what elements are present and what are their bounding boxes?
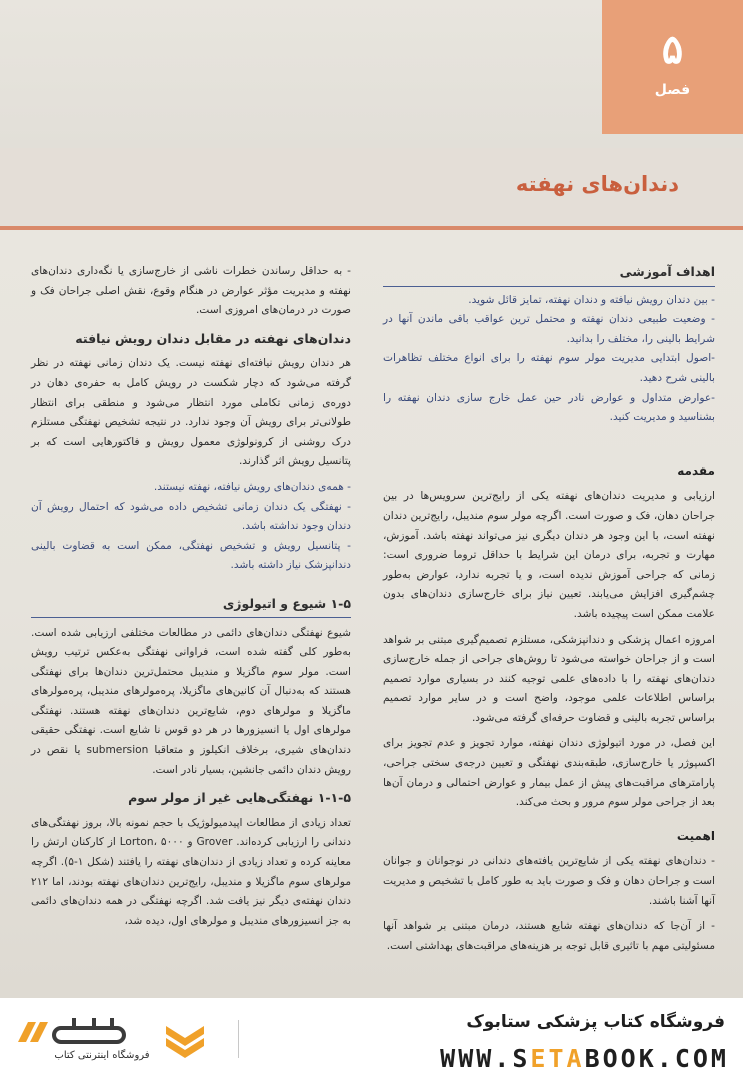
objectives-heading: اهداف آموزشی xyxy=(383,262,715,287)
url-accent: ETA xyxy=(530,1044,585,1073)
section-1-heading: ۱-۵ شیوع و اتیولوژی xyxy=(31,594,351,618)
importance-paragraph: - دندان‌های نهفته یکی از شایع‌ترین یافته‌های دندانی در نوجوانان و جوانان است و جراحان دهان و فک و صورت باید به طور کامل با تشخیص و مدیریت آنها آشنا باشند. xyxy=(383,855,715,907)
right-column xyxy=(383,262,715,962)
left-intro-paragraph: - به حداقل رساندن خطرات ناشی از خارج‌سازی یا نگه‌داری دندان‌های نهفته و مدیریت مؤثر عوارض در هنگام وقوع، نقش اصلی جراحان فک و صورت در درمان‌های امروزی است. xyxy=(31,265,351,317)
intro-paragraph: امروزه اعمال پزشکی و دندانپزشکی، مستلزم تصمیم‌گیری مبتنی بر شواهد است و از جراحان خواسته می‌شود تا روش‌های جراحی از جمله خارج‌سازی دندان‌های نهفته را با داده‌های علمی توجیه کنند در بسیاری موارد تصمیم براساس اطلاعات علمی موجود، واضح است و در سایر موارد تصمیم براساس تجربه بالینی و قضاوت حرفه‌ای گرفته می‌شود. xyxy=(383,633,715,724)
objective-item: -عوارض متداول و عوارض نادر حین عمل خارج سازی دندان نهفته را بشناسید و مدیریت کنید. xyxy=(383,391,715,424)
logo-subtitle: فروشگاه اینترنتی کتاب xyxy=(54,1050,150,1061)
objective-item: -اصول ابتدایی مدیریت مولر سوم نهفته را برای انواع مختلف تظاهرات بالینی شرح دهید. xyxy=(383,352,715,384)
section-1-paragraph: شیوع نهفتگی دندان‌های دائمی در مطالعات مختلفی ارزیابی شده است. به‌طور کلی گفته شده است، فراوانی نهفتگی به‌عکس ترتیب رویش است. مولر سوم ماگزیلا و مندیبل محتمل‌ترین دندان‌ها برای نهفتگی هستند که به‌دنبال آن کانین‌های ماگزیلا، پره‌مولرهای مندیبل، پره‌مولرهای ماگزیلا و مولرهای دوم، شایع‌ترین دندان‌های نهفته هستند. نهفتگی مولرهای اول یا انسیزورها در هر دو قوس نا شایع است. نهفتگی حقیقی دندان‌های شیری، برخلاف انکیلوز و متعاقبا submersion یا نقص در رویش دندان دائمی جانشین، بسیار نادر است. xyxy=(31,626,351,776)
title-bar xyxy=(0,148,743,230)
bullet-item: - نهفتگی یک دندان زمانی تشخیص داده می‌شود که احتمال رویش آن دندان وجود نداشته باشد. xyxy=(31,500,351,533)
importance-paragraph: - از آن‌جا که دندان‌های نهفته شایع هستند، درمان مبتنی بر شواهد آنها مسئولیتی مهم با تاثیری قابل توجه بر هزینه‌های مراقبت‌های بهداشتی است. xyxy=(383,920,715,952)
chapter-tab xyxy=(602,0,743,134)
importance-heading: اهمیت xyxy=(676,828,715,843)
left-column xyxy=(31,262,351,937)
chapter-label: فصل xyxy=(654,82,691,98)
footer-divider xyxy=(238,1020,239,1058)
objective-item: - بین دندان رویش نیافته و دندان نهفته، تمایز قائل شوید. xyxy=(468,293,715,306)
setabook-logo[interactable] xyxy=(14,1012,219,1068)
unerupted-bullets xyxy=(31,478,351,576)
objectives-list xyxy=(383,291,715,428)
chevron-book-icon xyxy=(164,1020,206,1060)
setabook-logo-icon xyxy=(14,1014,134,1050)
store-footer xyxy=(0,998,743,1080)
intro-paragraph: این فصل، در مورد اتیولوژی دندان نهفته، موارد تجویز و عدم تجویز برای اکسپوژر یا خارج‌سازی، طبقه‌بندی نهفتگی و تعیین درجه‌ی سختی جراحی، پارامترهای مراقبت‌های پیش از عمل بیمار و عوارض احتمالی و درمان آن‌ها بعد از جراحی مولر سوم مرور و بحث می‌کند. xyxy=(383,737,715,809)
section-1-1-heading: ۱-۱-۵ نهفتگی‌هایی غیر از مولر سوم xyxy=(128,790,351,806)
store-name: فروشگاه کتاب پزشکی ستابوک xyxy=(466,1012,725,1032)
chapter-number: ۵ xyxy=(661,26,684,73)
store-url[interactable] xyxy=(440,1044,729,1073)
bullet-item: - پتانسیل رویش و تشخیص نهفتگی، ممکن است به قضاوت بالینی دندانپزشک نیاز داشته باشد. xyxy=(31,539,351,572)
chapter-title: دندان‌های نهفته xyxy=(515,172,679,196)
unerupted-heading: دندان‌های نهفته در مقابل دندان رویش نیافته xyxy=(75,330,351,346)
intro-paragraph: ارزیابی و مدیریت دندان‌های نهفته یکی از رایج‌ترین سرویس‌ها در بین جراحان دهان، فک و صورت است. اگرچه مولر سوم مندیبل، رایج‌ترین دندان نهفته است، با این وجود هر دندان دیگری نیز می‌تواند نهفته باشد. آموزش، مهارت و تجربه، برای درمان این شرایط با حداقل تروما ضروری است: زمانی که جراحی آموزش ندیده است، و یا تجربه ندارد، عوارض به‌طور چشم‌گیری افزایش می‌یابند. تعیین نیاز برای خارج‌سازی دندان‌های بدون علامت ممکن است پیچیده باشد. xyxy=(383,490,715,620)
bullet-item: - همه‌ی دندان‌های رویش نیافته، نهفته نیستند. xyxy=(153,480,351,493)
url-suffix: BOOK.COM xyxy=(584,1044,729,1073)
section-1-1-paragraph: تعداد زیادی از مطالعات اپیدمیولوژیک با حجم نمونه بالا، بروز نهفتگی‌های دندانی را ارزیابی کرده‌اند. Grover و Lorton، ۵۰۰۰ از کارکنان ارتش را معاینه کرده و تعداد زیادی از دندان‌های نهفته را یافتند (شکل ۱-۵). اگرچه مولرهای سوم ماگزیلا و مندیبل، رایج‌ترین دندان‌های نهفته بودند، اما ۲۱۲ دندان نهفته‌ی دیگر نیز یافت شد. اگرچه نهفتگی در همه دندان‌های دائمی به جز انسیزورهای مندیبل و مولرهای اول، دیده شد، xyxy=(31,816,351,927)
intro-heading: مقدمه xyxy=(677,463,715,478)
objective-item: - وضعیت طبیعی دندان نهفته و محتمل ترین عواقب باقی ماندن آنها در شرایط بالینی را، مختلف را بدانید. xyxy=(383,313,715,345)
url-prefix: WWW.S xyxy=(440,1044,531,1073)
unerupted-paragraph: هر دندان رویش نیافته‌ای نهفته نیست. یک دندان زمانی نهفته در نظر گرفته می‌شود که دچار شکست در رویش کامل به حفره‌ی دهان در دوره‌ی زمانی تکاملی مورد انتظار می‌شود و منطقی برای انتظار طولانی‌تر برای رویش آن وجود ندارد. در نتیجه تشخیص نهفتگی مستلزم درک روشنی از کرونولوژی معمول رویش و فاکتورهایی است که بر پتانسیل رویش اثر گذارند. xyxy=(31,357,351,468)
